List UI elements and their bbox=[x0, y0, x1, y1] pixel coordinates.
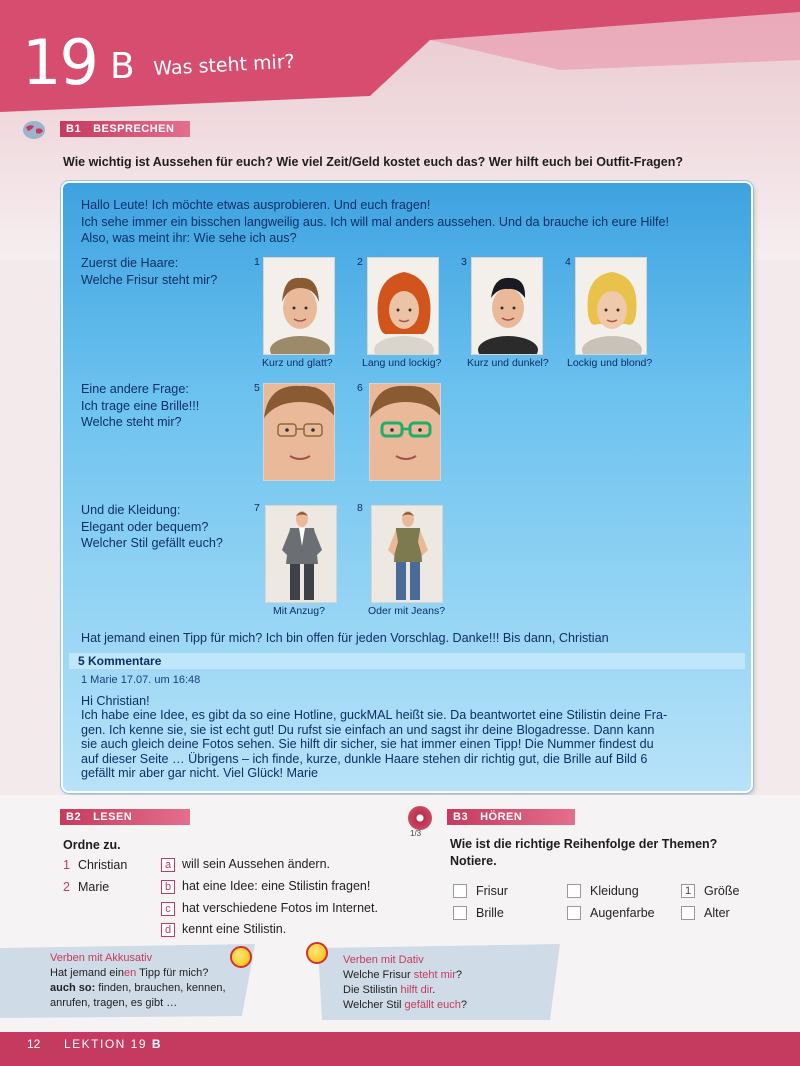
photo-caption: Oder mit Jeans? bbox=[368, 605, 446, 617]
person-item: 2 Marie bbox=[63, 880, 110, 894]
photo-number: 2 bbox=[357, 256, 363, 268]
answer-letter-box[interactable]: d bbox=[161, 923, 175, 937]
topic-label: Brille bbox=[476, 906, 504, 920]
photo-caption: Kurz und glatt? bbox=[262, 357, 333, 369]
photo-number: 4 bbox=[565, 256, 571, 268]
statement-text: hat verschiedene Fotos im Internet. bbox=[182, 901, 378, 915]
page-number: 12 bbox=[27, 1037, 41, 1051]
answer-letter-box[interactable]: b bbox=[161, 880, 175, 894]
photo-glasses-green[interactable] bbox=[369, 383, 441, 481]
topic-label: Alter bbox=[704, 906, 730, 920]
topic-label: Größe bbox=[704, 884, 740, 898]
intro-line: Hallo Leute! Ich möchte etwas ausprobieren. Und euch fragen! bbox=[81, 198, 431, 212]
blog-closing: Hat jemand einen Tipp für mich? Ich bin offen für jeden Vorschlag. Danke!!! Bis dann, Christian bbox=[81, 631, 609, 645]
photo-number: 6 bbox=[357, 382, 363, 394]
statement-text: kennt eine Stilistin. bbox=[182, 922, 287, 936]
glasses-question: Eine andere Frage: Ich trage eine Brille!!! Welche steht mir? bbox=[81, 382, 200, 429]
section-label-b1 bbox=[60, 121, 190, 137]
order-checkbox[interactable] bbox=[567, 906, 581, 920]
grammar-note-dativ: Verben mit Dativ Welche Frisur steht mir? Die Stilistin hilft dir. Welcher Stil gefällt euch? bbox=[343, 954, 467, 1011]
unit-number: 19 bbox=[22, 26, 97, 99]
blog-post bbox=[63, 183, 751, 791]
order-checkbox[interactable] bbox=[681, 906, 695, 920]
photo-hair-curly-blond[interactable] bbox=[575, 257, 647, 355]
photo-glasses-thin[interactable] bbox=[263, 383, 335, 481]
photo-caption: Mit Anzug? bbox=[273, 605, 325, 617]
photo-number: 1 bbox=[254, 256, 260, 268]
answer-letter-box[interactable]: a bbox=[161, 858, 175, 872]
photo-number: 7 bbox=[254, 502, 260, 514]
comment-meta: 1 Marie 17.07. um 16:48 bbox=[81, 674, 201, 686]
photo-caption: Kurz und dunkel? bbox=[467, 357, 549, 369]
intro-line: Ich sehe immer ein bisschen langweilig aus. Ich will mal anders aussehen. Und da brauche ich eure Hilfe! bbox=[81, 214, 670, 229]
audio-cd-icon[interactable] bbox=[408, 806, 432, 830]
unit-letter: B bbox=[110, 46, 135, 87]
topic-label: Augenfarbe bbox=[590, 906, 655, 920]
statement-text: will sein Aussehen ändern. bbox=[182, 857, 331, 871]
photo-caption: Lockig und blond? bbox=[567, 357, 653, 369]
statement-text: hat eine Idee: eine Stilistin fragen! bbox=[182, 879, 371, 893]
clothes-question: Und die Kleidung: Elegant oder bequem? Welcher Stil gefällt euch? bbox=[81, 503, 223, 550]
blog-intro bbox=[81, 197, 669, 247]
photo-number: 8 bbox=[357, 502, 363, 514]
section-name: BESPRECHEN bbox=[93, 123, 175, 135]
smiley-icon bbox=[306, 942, 328, 964]
photo-suit[interactable] bbox=[265, 505, 337, 603]
hair-question: Zuerst die Haare: Welche Frisur steht mir? bbox=[81, 256, 218, 287]
photo-hair-short-straight[interactable] bbox=[263, 257, 335, 355]
photo-hair-long-curly[interactable] bbox=[367, 257, 439, 355]
person-item: 1 Christian bbox=[63, 858, 128, 872]
photo-number: 5 bbox=[254, 382, 260, 394]
comment-body: Hi Christian! Ich habe eine Idee, es gibt da so eine Hotline, guckMAL heißt sie. Da beantwortet eine Stilistin deine Fra- gen. Ich kenne sie, sie ist echt gut! Du rufst sie einfach an und sagst ihr deine Blogadresse. Dann kann sie auch gleich deine Fotos sehen. Sie hilft dir sicher, sie hat immer einen Tipp! Die Nummer findest du auf dieser Seite … Übrigens – ich finde, kurze, dunkle Haare stehen dir richtig gut, die Brille auf Bild 6 gefällt mir aber gar nicht. Viel Glück! Marie bbox=[81, 694, 668, 781]
grammar-note-akkusativ: Verben mit Akkusativ Hat jemand einen Tipp für mich? auch so: finden, brauchen, kennen, anrufen, tragen, es gibt … bbox=[50, 952, 226, 1009]
photo-hair-short-dark[interactable] bbox=[471, 257, 543, 355]
answer-letter-box[interactable]: c bbox=[161, 902, 175, 916]
unit-title: Was steht mir? bbox=[152, 50, 296, 80]
globe-icon bbox=[22, 120, 46, 140]
section-code: B1 bbox=[66, 123, 82, 135]
comments-header[interactable]: 5 Kommentare bbox=[69, 653, 745, 669]
b3-instruction: Wie ist die richtige Reihenfolge der Themen? Notiere. bbox=[450, 837, 718, 868]
intro-line: Also, was meint ihr: Wie sehe ich aus? bbox=[81, 231, 297, 245]
section-label-b2: B2 LESEN bbox=[60, 809, 190, 825]
photo-caption: Lang und lockig? bbox=[362, 357, 442, 369]
topic-label: Kleidung bbox=[590, 884, 639, 898]
order-checkbox[interactable] bbox=[453, 906, 467, 920]
photo-jeans[interactable] bbox=[371, 505, 443, 603]
topic-label: Frisur bbox=[476, 884, 508, 898]
order-checkbox[interactable] bbox=[453, 884, 467, 898]
b2-instruction: Ordne zu. bbox=[63, 838, 121, 852]
photo-number: 3 bbox=[461, 256, 467, 268]
lesson-label: LEKTION 19 B bbox=[64, 1037, 163, 1051]
audio-track: 1/3 bbox=[410, 829, 422, 838]
section-label-b3: B3 HÖREN bbox=[447, 809, 575, 825]
discussion-question: Wie wichtig ist Aussehen für euch? Wie viel Zeit/Geld kostet euch das? Wer hilft euch bei Outfit-Fragen? bbox=[63, 155, 684, 169]
order-checkbox[interactable] bbox=[567, 884, 581, 898]
order-checkbox[interactable]: 1 bbox=[681, 884, 695, 898]
